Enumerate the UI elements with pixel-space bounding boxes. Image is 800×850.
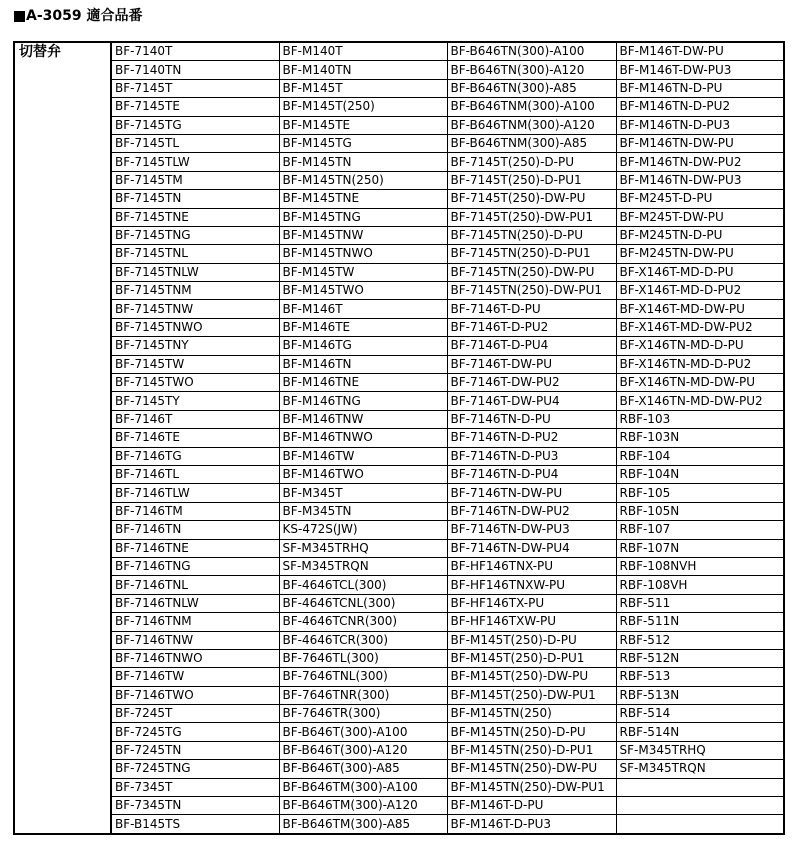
table-row <box>14 42 784 61</box>
table-row <box>14 557 784 575</box>
table-row <box>14 484 784 502</box>
part-number-cell: BF-7146T-D-PU4 <box>447 337 616 355</box>
part-number-cell: RBF-514 <box>616 705 784 723</box>
part-number-cell: BF-M146TN-DW-PU <box>616 134 784 152</box>
part-number-cell: BF-B145TS <box>111 815 279 834</box>
part-number-cell: BF-M146T-D-PU3 <box>447 815 616 834</box>
part-number-cell: BF-M146T <box>279 300 447 318</box>
part-number-cell: BF-M145TN <box>279 153 447 171</box>
part-number-cell: RBF-514N <box>616 723 784 741</box>
square-bullet-icon <box>14 11 25 22</box>
part-number-cell: BF-X146TN-MD-D-PU <box>616 337 784 355</box>
part-number-cell: BF-7145TW <box>111 355 279 373</box>
part-number-cell: BF-7146T <box>111 410 279 428</box>
part-number-cell: BF-M145TN(250) <box>447 705 616 723</box>
part-number-cell: SF-M345TRQN <box>279 557 447 575</box>
part-number-cell: BF-M145T(250)-D-PU1 <box>447 649 616 667</box>
part-number-cell: RBF-108NVH <box>616 557 784 575</box>
part-number-cell: BF-M145TNW <box>279 226 447 244</box>
part-number-cell: BF-7146TN-DW-PU4 <box>447 539 616 557</box>
part-number-cell: BF-7245TN <box>111 741 279 759</box>
table-row <box>14 153 784 171</box>
part-number-cell: BF-M145T(250)-DW-PU1 <box>447 686 616 704</box>
table-row <box>14 98 784 116</box>
part-number-cell: BF-4646TCL(300) <box>279 576 447 594</box>
part-number-cell: BF-7146TN-D-PU4 <box>447 465 616 483</box>
part-number-cell: RBF-512N <box>616 649 784 667</box>
part-number-cell: BF-M145TNWO <box>279 245 447 263</box>
part-number-cell: BF-7146TNWO <box>111 649 279 667</box>
part-number-cell: BF-M345TN <box>279 502 447 520</box>
table-row <box>14 668 784 686</box>
table-row <box>14 631 784 649</box>
table-row <box>14 300 784 318</box>
part-number-cell: BF-7146TM <box>111 502 279 520</box>
part-number-cell: BF-7146TNE <box>111 539 279 557</box>
table-row <box>14 245 784 263</box>
part-number-cell: BF-M145TG <box>279 134 447 152</box>
category-label: 切替弁 <box>14 42 111 834</box>
table-row <box>14 723 784 741</box>
part-number-cell: BF-7146TE <box>111 429 279 447</box>
part-number-cell: BF-B646TN(300)-A85 <box>447 79 616 97</box>
part-number-cell: BF-M145T <box>279 79 447 97</box>
part-number-cell: BF-M245TN-DW-PU <box>616 245 784 263</box>
empty-cell <box>616 797 784 815</box>
part-number-cell: BF-7146T-DW-PU2 <box>447 374 616 392</box>
part-number-cell: RBF-104 <box>616 447 784 465</box>
part-number-cell: BF-7345TN <box>111 797 279 815</box>
part-number-cell: BF-7140T <box>111 42 279 61</box>
part-number-cell: BF-B646TM(300)-A85 <box>279 815 447 834</box>
part-number-cell: RBF-511N <box>616 613 784 631</box>
part-number-cell: BF-7145TN(250)-D-PU <box>447 226 616 244</box>
part-number-cell: BF-X146T-MD-DW-PU <box>616 300 784 318</box>
part-number-cell: BF-B646TNM(300)-A120 <box>447 116 616 134</box>
table-row <box>14 226 784 244</box>
part-number-cell: BF-7145TN(250)-D-PU1 <box>447 245 616 263</box>
table-row <box>14 374 784 392</box>
part-number-cell: BF-HF146TXW-PU <box>447 613 616 631</box>
part-number-cell: BF-HF146TNX-PU <box>447 557 616 575</box>
part-number-cell: BF-7145TNWO <box>111 318 279 336</box>
part-number-cell: BF-7146T-D-PU2 <box>447 318 616 336</box>
part-number-cell: BF-B646TM(300)-A120 <box>279 797 447 815</box>
part-number-cell: BF-B646T(300)-A120 <box>279 741 447 759</box>
table-row <box>14 410 784 428</box>
part-number-cell: BF-7145TNG <box>111 226 279 244</box>
part-number-cell: BF-B646TNM(300)-A100 <box>447 98 616 116</box>
table-row <box>14 116 784 134</box>
part-number-cell: BF-M145TWO <box>279 282 447 300</box>
part-number-cell: RBF-107 <box>616 521 784 539</box>
table-row <box>14 263 784 281</box>
part-number-cell: BF-7145T(250)-DW-PU <box>447 190 616 208</box>
part-number-cell: BF-7145TM <box>111 171 279 189</box>
part-number-cell: BF-M145TN(250)-D-PU <box>447 723 616 741</box>
table-row <box>14 613 784 631</box>
part-number-cell: BF-M140TN <box>279 61 447 79</box>
part-number-cell: BF-M146T-D-PU <box>447 797 616 815</box>
part-number-cell: BF-7345T <box>111 778 279 796</box>
part-number-cell: SF-M345TRHQ <box>279 539 447 557</box>
part-number-cell: RBF-512 <box>616 631 784 649</box>
part-number-cell: SF-M345TRHQ <box>616 741 784 759</box>
part-number-cell: BF-M145TN(250)-DW-PU1 <box>447 778 616 796</box>
table-row <box>14 208 784 226</box>
table-row <box>14 649 784 667</box>
part-number-cell: RBF-513 <box>616 668 784 686</box>
table-row <box>14 778 784 796</box>
part-number-cell: BF-X146T-MD-D-PU <box>616 263 784 281</box>
part-number-cell: BF-B646T(300)-A100 <box>279 723 447 741</box>
part-number-cell: BF-7146TN-D-PU3 <box>447 447 616 465</box>
part-number-cell: SF-M345TRQN <box>616 760 784 778</box>
part-number-cell: BF-M145TNE <box>279 190 447 208</box>
table-row <box>14 355 784 373</box>
table-row <box>14 429 784 447</box>
part-number-cell: BF-M145T(250)-D-PU <box>447 631 616 649</box>
part-number-cell: BF-7145T <box>111 79 279 97</box>
part-number-cell: BF-7145TN <box>111 190 279 208</box>
part-number-cell: BF-7646TR(300) <box>279 705 447 723</box>
part-number-cell: BF-7146TN-D-PU2 <box>447 429 616 447</box>
compatible-parts-table <box>13 41 785 835</box>
part-number-cell: RBF-105 <box>616 484 784 502</box>
part-number-cell: BF-M146TN-D-PU <box>616 79 784 97</box>
part-number-cell: BF-M146TG <box>279 337 447 355</box>
part-number-cell: BF-X146TN-MD-D-PU2 <box>616 355 784 373</box>
part-number-cell: BF-7146TWO <box>111 686 279 704</box>
part-number-cell: BF-4646TCR(300) <box>279 631 447 649</box>
part-number-cell: BF-M145TN(250) <box>279 171 447 189</box>
part-number-cell: BF-M146TNW <box>279 410 447 428</box>
part-number-cell: BF-M146TE <box>279 318 447 336</box>
part-number-cell: BF-M245T-D-PU <box>616 190 784 208</box>
part-number-cell: BF-M140T <box>279 42 447 61</box>
part-number-cell: BF-7146TNLW <box>111 594 279 612</box>
part-number-cell: BF-7145TN(250)-DW-PU <box>447 263 616 281</box>
table-row <box>14 61 784 79</box>
table-row <box>14 797 784 815</box>
part-number-cell: BF-7145TNL <box>111 245 279 263</box>
empty-cell <box>616 815 784 834</box>
part-number-cell: BF-7145TG <box>111 116 279 134</box>
part-number-cell: BF-7146T-DW-PU <box>447 355 616 373</box>
part-number-cell: BF-7646TNR(300) <box>279 686 447 704</box>
part-number-cell: BF-7146TN-DW-PU <box>447 484 616 502</box>
part-number-cell: BF-B646TNM(300)-A85 <box>447 134 616 152</box>
part-number-cell: BF-M146TN-DW-PU2 <box>616 153 784 171</box>
part-number-cell: BF-M146TN-D-PU3 <box>616 116 784 134</box>
part-number-cell: BF-M145TE <box>279 116 447 134</box>
part-number-cell: BF-M146TNE <box>279 374 447 392</box>
part-number-cell: BF-B646T(300)-A85 <box>279 760 447 778</box>
part-number-cell: BF-7145TE <box>111 98 279 116</box>
part-number-cell: RBF-105N <box>616 502 784 520</box>
part-number-cell: RBF-108VH <box>616 576 784 594</box>
table-row <box>14 705 784 723</box>
table-row <box>14 760 784 778</box>
table-row <box>14 190 784 208</box>
part-number-cell: BF-M245T-DW-PU <box>616 208 784 226</box>
empty-cell <box>616 778 784 796</box>
part-number-cell: BF-X146TN-MD-DW-PU <box>616 374 784 392</box>
part-number-cell: BF-7146TN-DW-PU2 <box>447 502 616 520</box>
part-number-cell: BF-7145TN(250)-DW-PU1 <box>447 282 616 300</box>
part-number-cell: RBF-103N <box>616 429 784 447</box>
table-row <box>14 521 784 539</box>
part-number-cell: BF-7146TNM <box>111 613 279 631</box>
part-number-cell: BF-M146T-DW-PU <box>616 42 784 61</box>
part-number-cell: BF-M146TN <box>279 355 447 373</box>
table-row <box>14 815 784 834</box>
part-number-cell: BF-7145TLW <box>111 153 279 171</box>
part-number-cell: BF-M146TNG <box>279 392 447 410</box>
table-row <box>14 337 784 355</box>
table-row <box>14 539 784 557</box>
part-number-cell: BF-7146TNL <box>111 576 279 594</box>
table-row <box>14 576 784 594</box>
part-number-cell: BF-M146TN-D-PU2 <box>616 98 784 116</box>
table-row <box>14 171 784 189</box>
part-number-cell: BF-7145T(250)-D-PU1 <box>447 171 616 189</box>
part-number-cell: BF-M146TW <box>279 447 447 465</box>
part-number-cell: BF-7145TNW <box>111 300 279 318</box>
part-number-cell: BF-7146TN-DW-PU3 <box>447 521 616 539</box>
table-row <box>14 686 784 704</box>
part-number-cell: BF-7146TG <box>111 447 279 465</box>
part-number-cell: BF-M145TN(250)-DW-PU <box>447 760 616 778</box>
part-number-cell: BF-7145TNY <box>111 337 279 355</box>
part-number-cell: BF-B646TM(300)-A100 <box>279 778 447 796</box>
page-heading <box>14 5 142 27</box>
part-number-cell: BF-M345T <box>279 484 447 502</box>
part-number-cell: BF-7146TN-D-PU <box>447 410 616 428</box>
part-number-cell: BF-7646TL(300) <box>279 649 447 667</box>
part-number-cell: BF-7245TG <box>111 723 279 741</box>
part-number-cell: BF-X146T-MD-D-PU2 <box>616 282 784 300</box>
part-number-cell: BF-7145T(250)-D-PU <box>447 153 616 171</box>
part-number-cell: BF-7146TLW <box>111 484 279 502</box>
part-number-cell: BF-M146T-DW-PU3 <box>616 61 784 79</box>
part-number-cell: BF-7245TNG <box>111 760 279 778</box>
part-number-cell: BF-7145TNE <box>111 208 279 226</box>
part-number-cell: BF-7146TW <box>111 668 279 686</box>
table-row <box>14 79 784 97</box>
part-number-cell: BF-7146TL <box>111 465 279 483</box>
table-row <box>14 318 784 336</box>
part-number-cell: BF-7146TNG <box>111 557 279 575</box>
part-number-cell: BF-HF146TX-PU <box>447 594 616 612</box>
part-number-cell: BF-7145TL <box>111 134 279 152</box>
part-number-cell: BF-M146TWO <box>279 465 447 483</box>
parts-table-body <box>14 42 784 834</box>
table-row <box>14 465 784 483</box>
part-number-cell: BF-M145TN(250)-D-PU1 <box>447 741 616 759</box>
part-number-cell: RBF-511 <box>616 594 784 612</box>
part-number-cell: KS-472S(JW) <box>279 521 447 539</box>
part-number-cell: BF-HF146TNXW-PU <box>447 576 616 594</box>
part-number-cell: BF-4646TCNL(300) <box>279 594 447 612</box>
part-number-cell: BF-7146T-D-PU <box>447 300 616 318</box>
part-number-cell: BF-M245TN-D-PU <box>616 226 784 244</box>
part-number-cell: BF-M145TW <box>279 263 447 281</box>
part-number-cell: BF-M146TN-DW-PU3 <box>616 171 784 189</box>
part-number-cell: BF-7140TN <box>111 61 279 79</box>
part-number-cell: BF-7145T(250)-DW-PU1 <box>447 208 616 226</box>
part-number-cell: RBF-107N <box>616 539 784 557</box>
page-title: A-3059 適合品番 <box>26 8 143 24</box>
part-number-cell: RBF-103 <box>616 410 784 428</box>
part-number-cell: BF-7646TNL(300) <box>279 668 447 686</box>
part-number-cell: BF-7145TWO <box>111 374 279 392</box>
part-number-cell: BF-M145T(250)-DW-PU <box>447 668 616 686</box>
table-row <box>14 741 784 759</box>
part-number-cell: BF-4646TCNR(300) <box>279 613 447 631</box>
part-number-cell: BF-7245T <box>111 705 279 723</box>
part-number-cell: BF-M145T(250) <box>279 98 447 116</box>
part-number-cell: BF-B646TN(300)-A100 <box>447 42 616 61</box>
part-number-cell: BF-7146TNW <box>111 631 279 649</box>
table-row <box>14 282 784 300</box>
part-number-cell: BF-7146T-DW-PU4 <box>447 392 616 410</box>
part-number-cell: BF-7145TY <box>111 392 279 410</box>
part-number-cell: BF-M146TNWO <box>279 429 447 447</box>
part-number-cell: BF-7146TN <box>111 521 279 539</box>
table-row <box>14 447 784 465</box>
part-number-cell: BF-X146TN-MD-DW-PU2 <box>616 392 784 410</box>
table-row <box>14 502 784 520</box>
table-row <box>14 392 784 410</box>
part-number-cell: BF-7145TNM <box>111 282 279 300</box>
part-number-cell: BF-B646TN(300)-A120 <box>447 61 616 79</box>
part-number-cell: RBF-513N <box>616 686 784 704</box>
part-number-cell: BF-7145TNLW <box>111 263 279 281</box>
table-row <box>14 594 784 612</box>
part-number-cell: RBF-104N <box>616 465 784 483</box>
table-row <box>14 134 784 152</box>
part-number-cell: BF-X146T-MD-DW-PU2 <box>616 318 784 336</box>
part-number-cell: BF-M145TNG <box>279 208 447 226</box>
